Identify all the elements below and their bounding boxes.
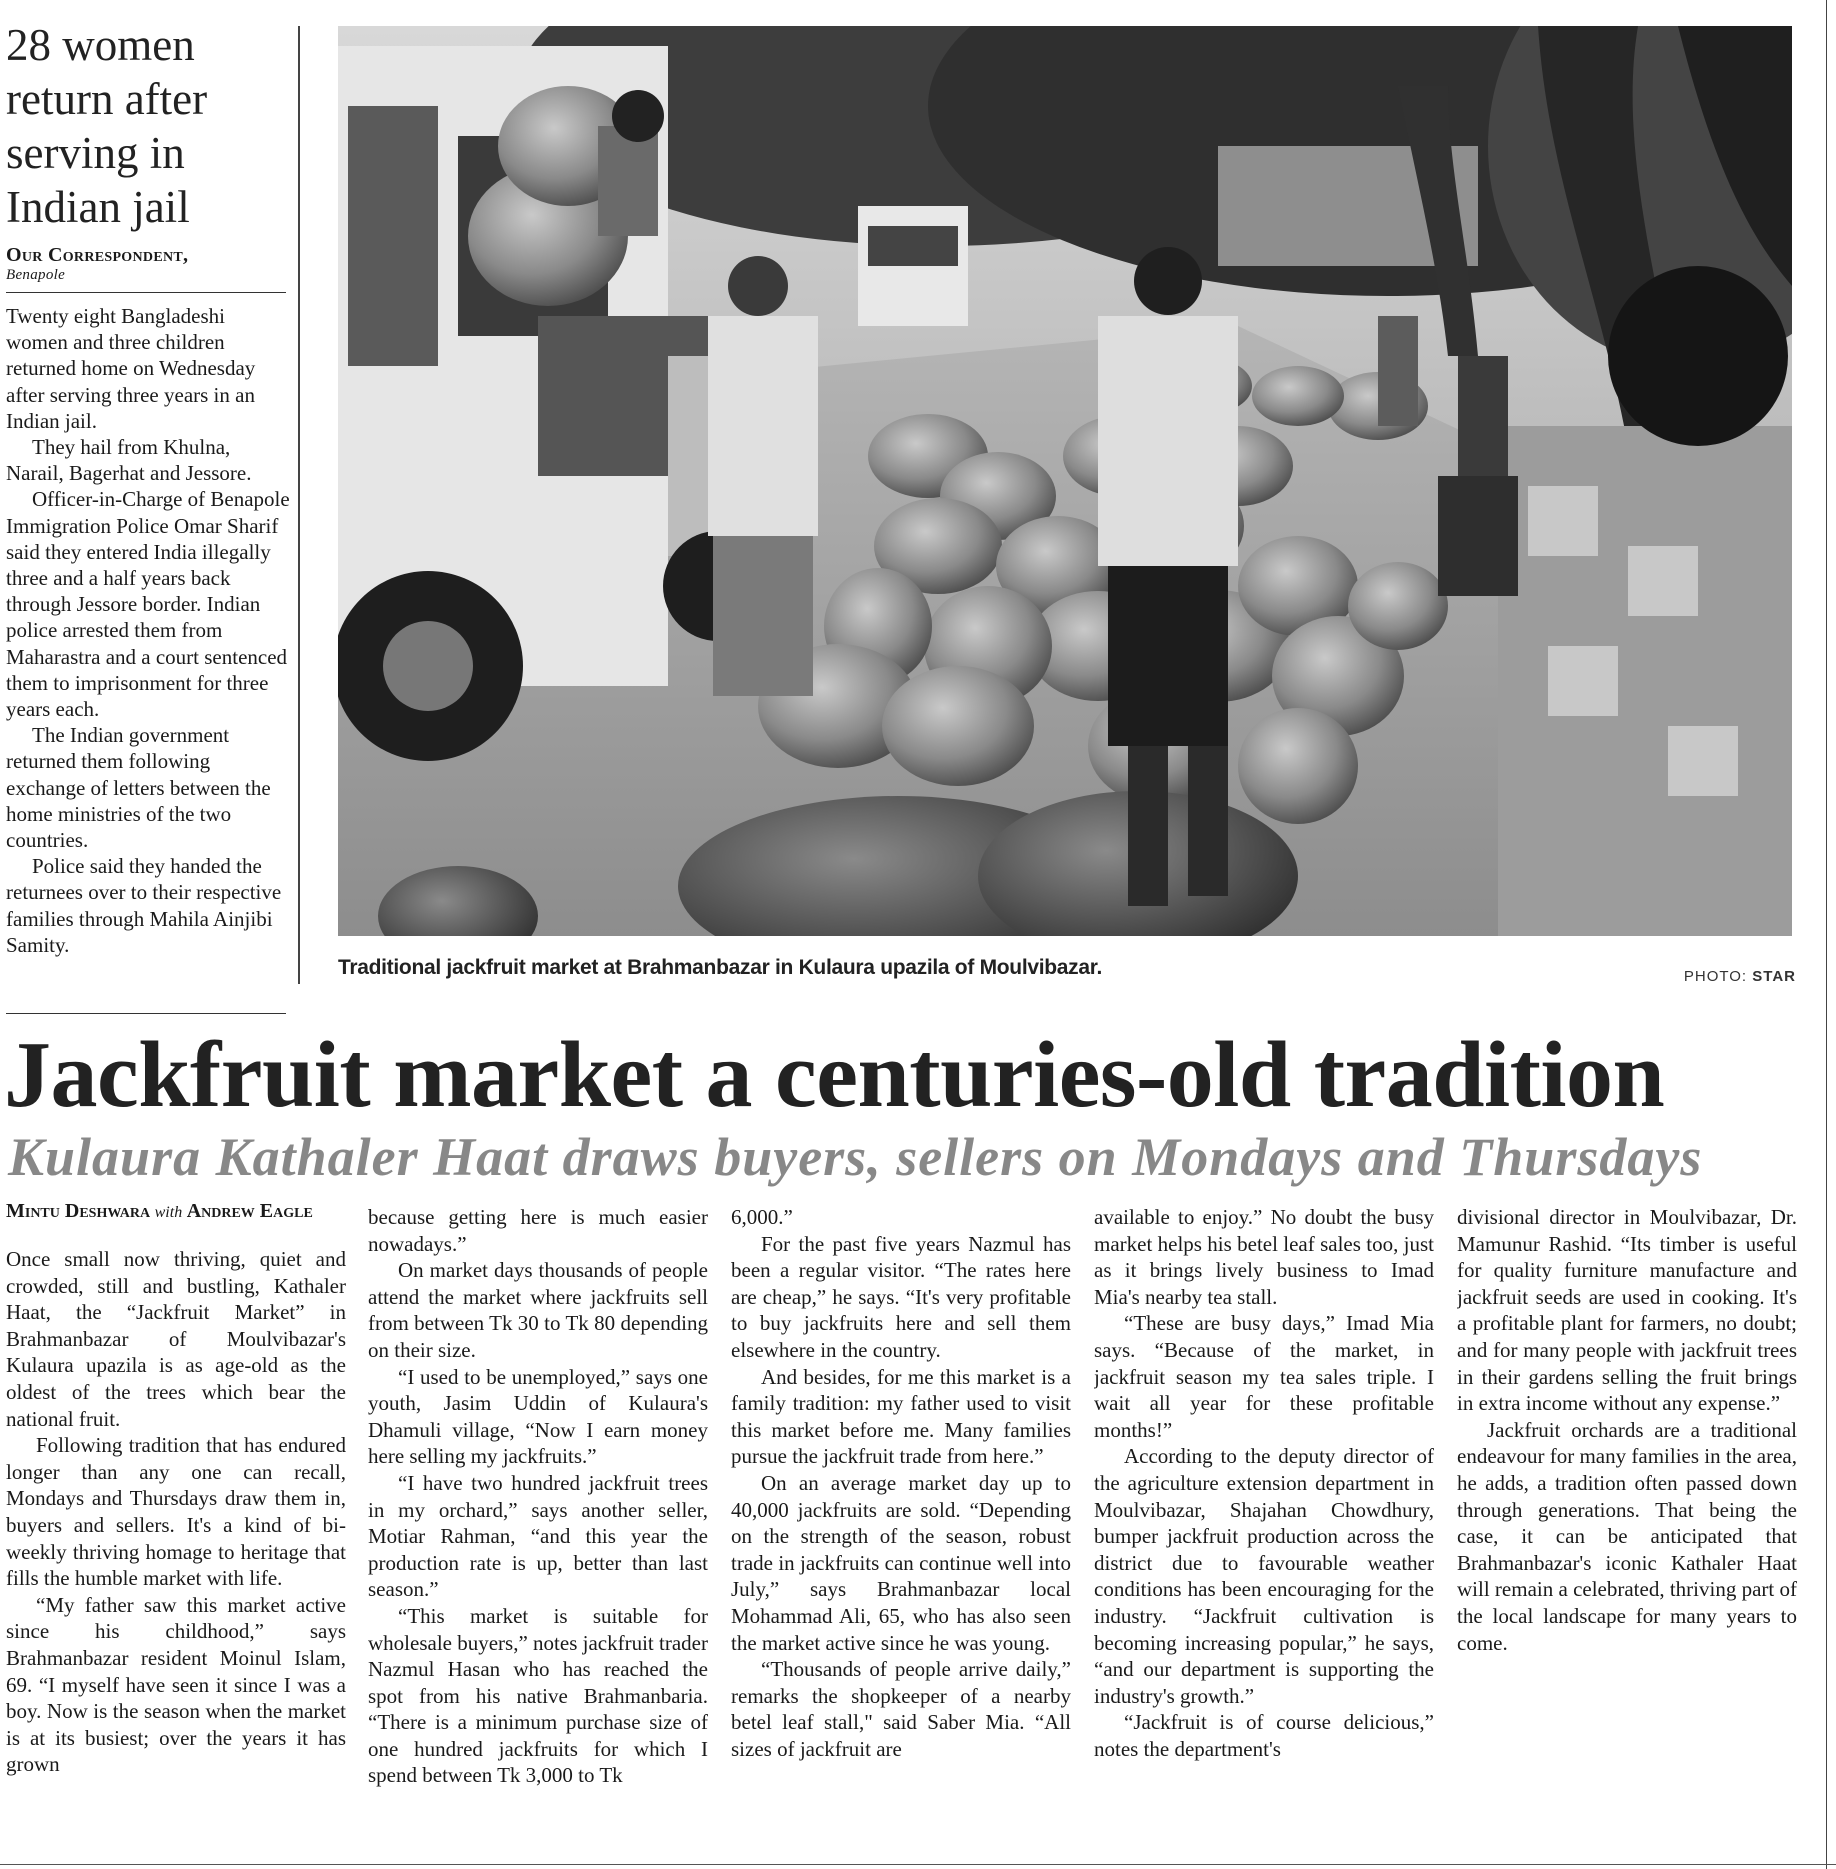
article-paragraph: On an average market day up to 40,000 jackfruits are sold. “Depending on the strength of the season, robust trade in jackfruits can continue well into July,” says Brahmanbazar local Mohammad Ali, 65, who has also seen the market active since he was young. (731, 1470, 1071, 1655)
side-story-headline: 28 women return after serving in Indian jail (6, 20, 208, 232)
article-paragraph: For the past five years Nazmul has been a regular visitor. “The rates here are cheap,” he says. “It's very profitable to buy jackfruits here and sell them elsewhere in the country. (731, 1231, 1071, 1362)
article-paragraph: On market days thousands of people attend the market where jackfruits sell from between Tk 30 to Tk 80 depending on their size. (368, 1258, 708, 1362)
page-bottom-rule (0, 1864, 1836, 1865)
side-byline-name: Our Correspondent, (6, 244, 189, 266)
article-column-2 (368, 1204, 708, 1864)
article-paragraph: “My father saw this market active since his childhood,” says Brahmanbazar resident Moinul Islam, 69. “I myself have seen it since I was a boy. Now is the season when the market is at its busiest; over the years it has grown (6, 1592, 346, 1777)
photo-credit-label: PHOTO: (1683, 968, 1748, 985)
column-divider (298, 26, 300, 984)
side-paragraph: They hail from Khulna, Narail, Bagerhat and Jessore. (6, 435, 252, 486)
photo-caption: Traditional jackfruit market at Brahmanbazar in Kulaura upazila of Moulvibazar. (338, 956, 1102, 979)
article-paragraph: available to enjoy.” No doubt the busy market helps his betel leaf sales too, just as it brings lively business to Imad Mia's nearby tea stall. (1094, 1205, 1434, 1309)
side-paragraph: Twenty eight Bangladeshi women and three children returned home on Wednesday after serving three years in an Indian jail. (6, 304, 256, 433)
main-headline: Jackfruit market a centuries-old tradition (4, 1023, 1665, 1127)
article-paragraph: “These are busy days,” Imad Mia says. “Because of the market, in jackfruit season my tea sales triple. I wait all year for these profitable months!” (1094, 1311, 1434, 1442)
article-paragraph: “Jackfruit is of course delicious,” notes the department's (1094, 1710, 1434, 1761)
article-paragraph: Once small now thriving, quiet and crowded, still and bustling, Kathaler Haat, the “Jackfruit Market” in Brahmanbazar of Moulvibazar's Kulaura upazila is as age-old as the oldest of the trees which bear the national fruit. (6, 1247, 346, 1431)
article-column-5 (1457, 1204, 1797, 1864)
byline-author-1: Mintu Deshwara (6, 1200, 151, 1222)
side-paragraph: Police said they handed the returnees over to their respective families through Mahila Ainjibi Samity. (6, 854, 282, 957)
article-paragraph: divisional director in Moulvibazar, Dr. Mamunur Rashid. “Its timber is useful for quality furniture manufacture and jackfruit seeds are used in cooking. It's a profitable plant for farmers, no doubt; and for many people with jackfruit trees in their gardens selling the fruit brings in extra income without any expense.” (1457, 1205, 1797, 1416)
article-column-1 (6, 1200, 346, 1860)
side-paragraph: The Indian government returned them following exchange of letters between the home ministries of the two countries. (6, 723, 271, 853)
photo-credit (1684, 968, 1796, 985)
section-divider (6, 1013, 286, 1014)
byline-with: with (154, 1204, 183, 1221)
article-column-3 (731, 1204, 1071, 1864)
main-subhead: Kulaura Kathaler Haat draws buyers, sellers on Mondays and Thursdays (8, 1127, 1703, 1187)
side-story-body (6, 303, 290, 958)
side-story (6, 18, 290, 986)
article-paragraph: And besides, for me this market is a family tradition: my father used to visit this market before me. Many families pursue the jackfruit trade from here.” (731, 1364, 1071, 1469)
article-paragraph: Jackfruit orchards are a traditional endeavour for many families in the area, he adds, a tradition often passed down through generations. That being the case, it can be anticipated that Brahmanbazar's iconic Kathaler Haat will remain a celebrated, thriving part of the local landscape for many years to come. (1457, 1417, 1797, 1655)
article-paragraph: Following tradition that has endured longer than any one can recall, Mondays and Thursdays draw them in, buyers and sellers. It's a kind of bi-weekly thriving homage to heritage that fills the humble market with life. (6, 1433, 346, 1591)
article-paragraph: “I used to be unemployed,” says one youth, Jasim Uddin of Kulaura's Dhamuli village, “Now I earn money here selling my jackfruits.” (368, 1364, 708, 1469)
article-paragraph: 6,000.” (731, 1205, 793, 1229)
side-byline-place: Benapole (6, 267, 66, 283)
article-paragraph: “Thousands of people arrive daily,” remarks the shopkeeper of a nearby betel leaf stall," said Saber Mia. “All sizes of jackfruit are (731, 1657, 1071, 1761)
article-paragraph: “This market is suitable for wholesale buyers,” notes jackfruit trader Nazmul Hasan who has reached the spot from his native Brahmanbaria. “There is a minimum purchase size of one hundred jackfruits for which I spend between Tk 3,000 to Tk (368, 1603, 708, 1788)
article-paragraph: “I have two hundred jackfruit trees in my orchard,” says another seller, Motiar Rahman, “and this year the production rate is up, better than last season.” (368, 1470, 708, 1602)
main-byline (6, 1200, 346, 1224)
jackfruit-market-photo (338, 26, 1792, 936)
side-story-byline (6, 244, 290, 284)
article-paragraph: According to the deputy director of the agriculture extension department in Moulvibazar, Shajahan Chowdhury, bumper jackfruit production across the district due to favourable weather conditions has been encouraging for the industry. “Jackfruit cultivation is becoming increasing popular,” he says, “and our department is supporting the industry's growth.” (1094, 1444, 1434, 1708)
photo-credit-source: STAR (1752, 968, 1796, 985)
byline-author-2: Andrew Eagle (186, 1200, 313, 1222)
article-paragraph: because getting here is much easier nowadays.” (368, 1205, 708, 1256)
article-column-4 (1094, 1204, 1434, 1864)
side-paragraph: Officer-in-Charge of Benapole Immigration Police Omar Sharif said they entered India illegally three and a half years back through Jessore border. Indian police arrested them from Maharastra and a court sentenced them to imprisonment for three years each. (6, 487, 290, 722)
page-edge-rule (1826, 0, 1827, 1869)
side-divider (6, 292, 286, 293)
